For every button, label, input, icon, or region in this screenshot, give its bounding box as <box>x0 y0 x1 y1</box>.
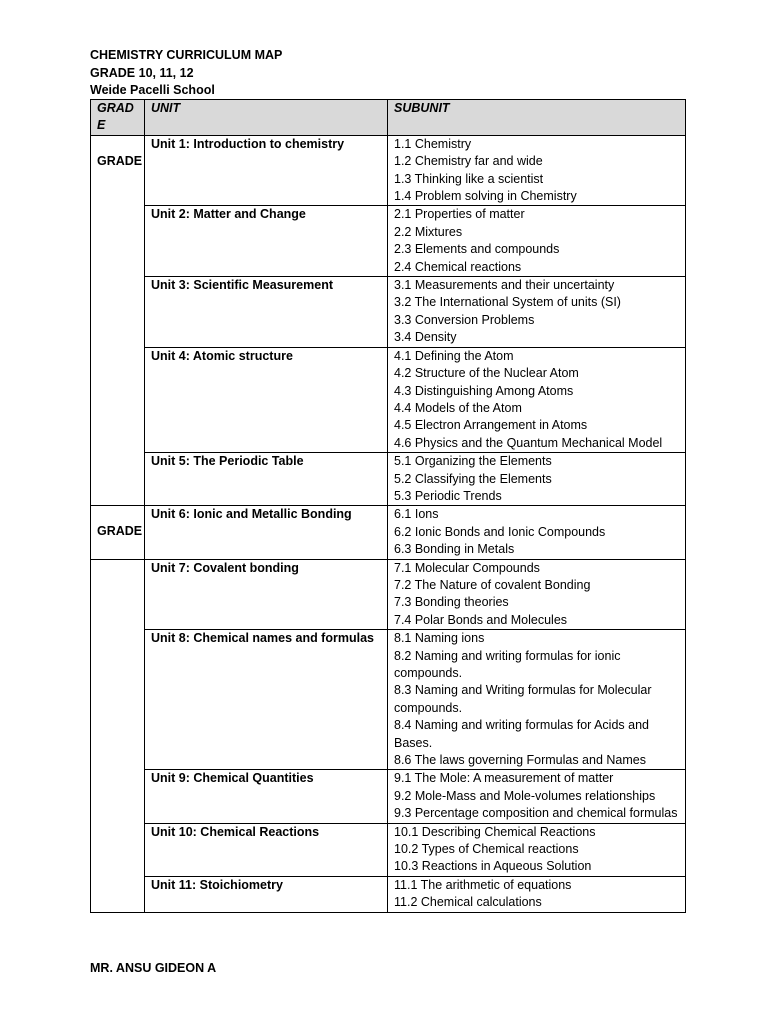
unit-cell: Unit 2: Matter and Change <box>145 206 388 277</box>
subunit-item: 5.3 Periodic Trends <box>394 488 502 503</box>
subunit-item: 4.4 Models of the Atom <box>394 400 522 415</box>
grade-cell <box>91 506 145 559</box>
subunit-cell <box>388 506 686 559</box>
subunit-cell <box>388 876 686 912</box>
table-row <box>91 277 686 348</box>
subunit-item: 4.1 Defining the Atom <box>394 348 514 363</box>
subunit-item: 3.1 Measurements and their uncertainty <box>394 278 615 293</box>
subunit-cell <box>388 453 686 506</box>
subunit-item: 8.1 Naming ions <box>394 631 485 646</box>
unit-cell: Unit 4: Atomic structure <box>145 347 388 452</box>
subunit-item: 8.3 Naming and Writing formulas for Molecular compounds. <box>394 683 652 715</box>
unit-cell: Unit 3: Scientific Measurement <box>145 277 388 348</box>
subunit-cell <box>388 135 686 206</box>
column-header-subunit: SUBUNIT <box>388 100 686 136</box>
subunit-item: 8.6 The laws governing Formulas and Names <box>394 753 646 768</box>
grade-cell <box>91 135 145 506</box>
table-row <box>91 347 686 452</box>
grade-levels: GRADE 10, 11, 12 <box>90 65 194 80</box>
subunit-item: 10.2 Types of Chemical reactions <box>394 842 579 857</box>
subunit-item: 7.2 The Nature of covalent Bonding <box>394 577 591 592</box>
subunit-item: 11.2 Chemical calculations <box>394 895 542 910</box>
unit-cell: Unit 5: The Periodic Table <box>145 453 388 506</box>
subunit-item: 3.2 The International System of units (SI) <box>394 295 621 310</box>
subunit-item: 4.3 Distinguishing Among Atoms <box>394 383 574 398</box>
subunit-item: 1.2 Chemistry far and wide <box>394 154 543 169</box>
column-header-grade: GRAD E <box>91 100 145 136</box>
table-row <box>91 453 686 506</box>
table-row <box>91 876 686 912</box>
table-row <box>91 506 686 559</box>
subunit-item: 2.2 Mixtures <box>394 224 463 239</box>
unit-cell: Unit 7: Covalent bonding <box>145 559 388 630</box>
author-name: MR. ANSU GIDEON A <box>90 961 217 975</box>
subunit-cell <box>388 823 686 876</box>
subunit-cell <box>388 277 686 348</box>
subunit-item: 5.2 Classifying the Elements <box>394 471 552 486</box>
school-name: Weide Pacelli School <box>90 83 215 97</box>
subunit-item: 1.1 Chemistry <box>394 136 472 151</box>
subunit-item: 2.3 Elements and compounds <box>394 242 560 257</box>
subunit-item: 6.1 Ions <box>394 507 439 522</box>
table-row <box>91 770 686 823</box>
unit-cell: Unit 9: Chemical Quantities <box>145 770 388 823</box>
column-header-unit: UNIT <box>145 100 388 136</box>
table-row <box>91 206 686 277</box>
unit-cell: Unit 8: Chemical names and formulas <box>145 630 388 770</box>
unit-cell: Unit 1: Introduction to chemistry <box>145 135 388 206</box>
subunit-cell <box>388 559 686 630</box>
subunit-cell <box>388 206 686 277</box>
subunit-item: 7.1 Molecular Compounds <box>394 560 540 575</box>
subunit-item: 9.2 Mole-Mass and Mole-volumes relationships <box>394 788 656 803</box>
subunit-item: 5.1 Organizing the Elements <box>394 454 552 469</box>
unit-cell: Unit 6: Ionic and Metallic Bonding <box>145 506 388 559</box>
grade-label: GRADE <box>97 153 143 168</box>
table-row <box>91 630 686 770</box>
table-row <box>91 135 686 206</box>
subunit-item: 3.4 Density <box>394 330 457 345</box>
document-header <box>90 47 282 100</box>
unit-cell: Unit 11: Stoichiometry <box>145 876 388 912</box>
subunit-item: 6.3 Bonding in Metals <box>394 542 515 557</box>
unit-cell: Unit 10: Chemical Reactions <box>145 823 388 876</box>
subunit-item: 9.1 The Mole: A measurement of matter <box>394 771 614 786</box>
subunit-item: 8.2 Naming and writing formulas for ionic compounds. <box>394 648 621 680</box>
subunit-cell <box>388 770 686 823</box>
table-header <box>91 100 686 136</box>
subunit-cell <box>388 347 686 452</box>
subunit-item: 11.1 The arithmetic of equations <box>394 877 572 892</box>
subunit-item: 3.3 Conversion Problems <box>394 312 535 327</box>
table-body <box>91 135 686 912</box>
subunit-item: 7.4 Polar Bonds and Molecules <box>394 612 568 627</box>
subunit-item: 4.6 Physics and the Quantum Mechanical Model <box>394 435 663 450</box>
subunit-item: 10.1 Describing Chemical Reactions <box>394 824 596 839</box>
subunit-item: 4.5 Electron Arrangement in Atoms <box>394 418 588 433</box>
table-row <box>91 823 686 876</box>
subunit-item: 6.2 Ionic Bonds and Ionic Compounds <box>394 524 606 539</box>
subunit-cell <box>388 630 686 770</box>
subunit-item: 1.4 Problem solving in Chemistry <box>394 189 577 204</box>
subunit-item: 9.3 Percentage composition and chemical formulas <box>394 806 678 821</box>
subunit-item: 10.3 Reactions in Aqueous Solution <box>394 859 592 874</box>
subunit-item: 8.4 Naming and writing formulas for Acids and Bases. <box>394 718 649 750</box>
subunit-item: 2.4 Chemical reactions <box>394 259 522 274</box>
subunit-item: 1.3 Thinking like a scientist <box>394 171 544 186</box>
grade-cell <box>91 559 145 912</box>
curriculum-table <box>90 99 686 913</box>
subunit-item: 4.2 Structure of the Nuclear Atom <box>394 366 579 381</box>
document-title: CHEMISTRY CURRICULUM MAP <box>90 48 283 62</box>
subunit-item: 7.3 Bonding theories <box>394 595 509 610</box>
subunit-item: 2.1 Properties of matter <box>394 207 525 222</box>
table-row <box>91 559 686 630</box>
grade-label: GRADE <box>97 524 143 539</box>
